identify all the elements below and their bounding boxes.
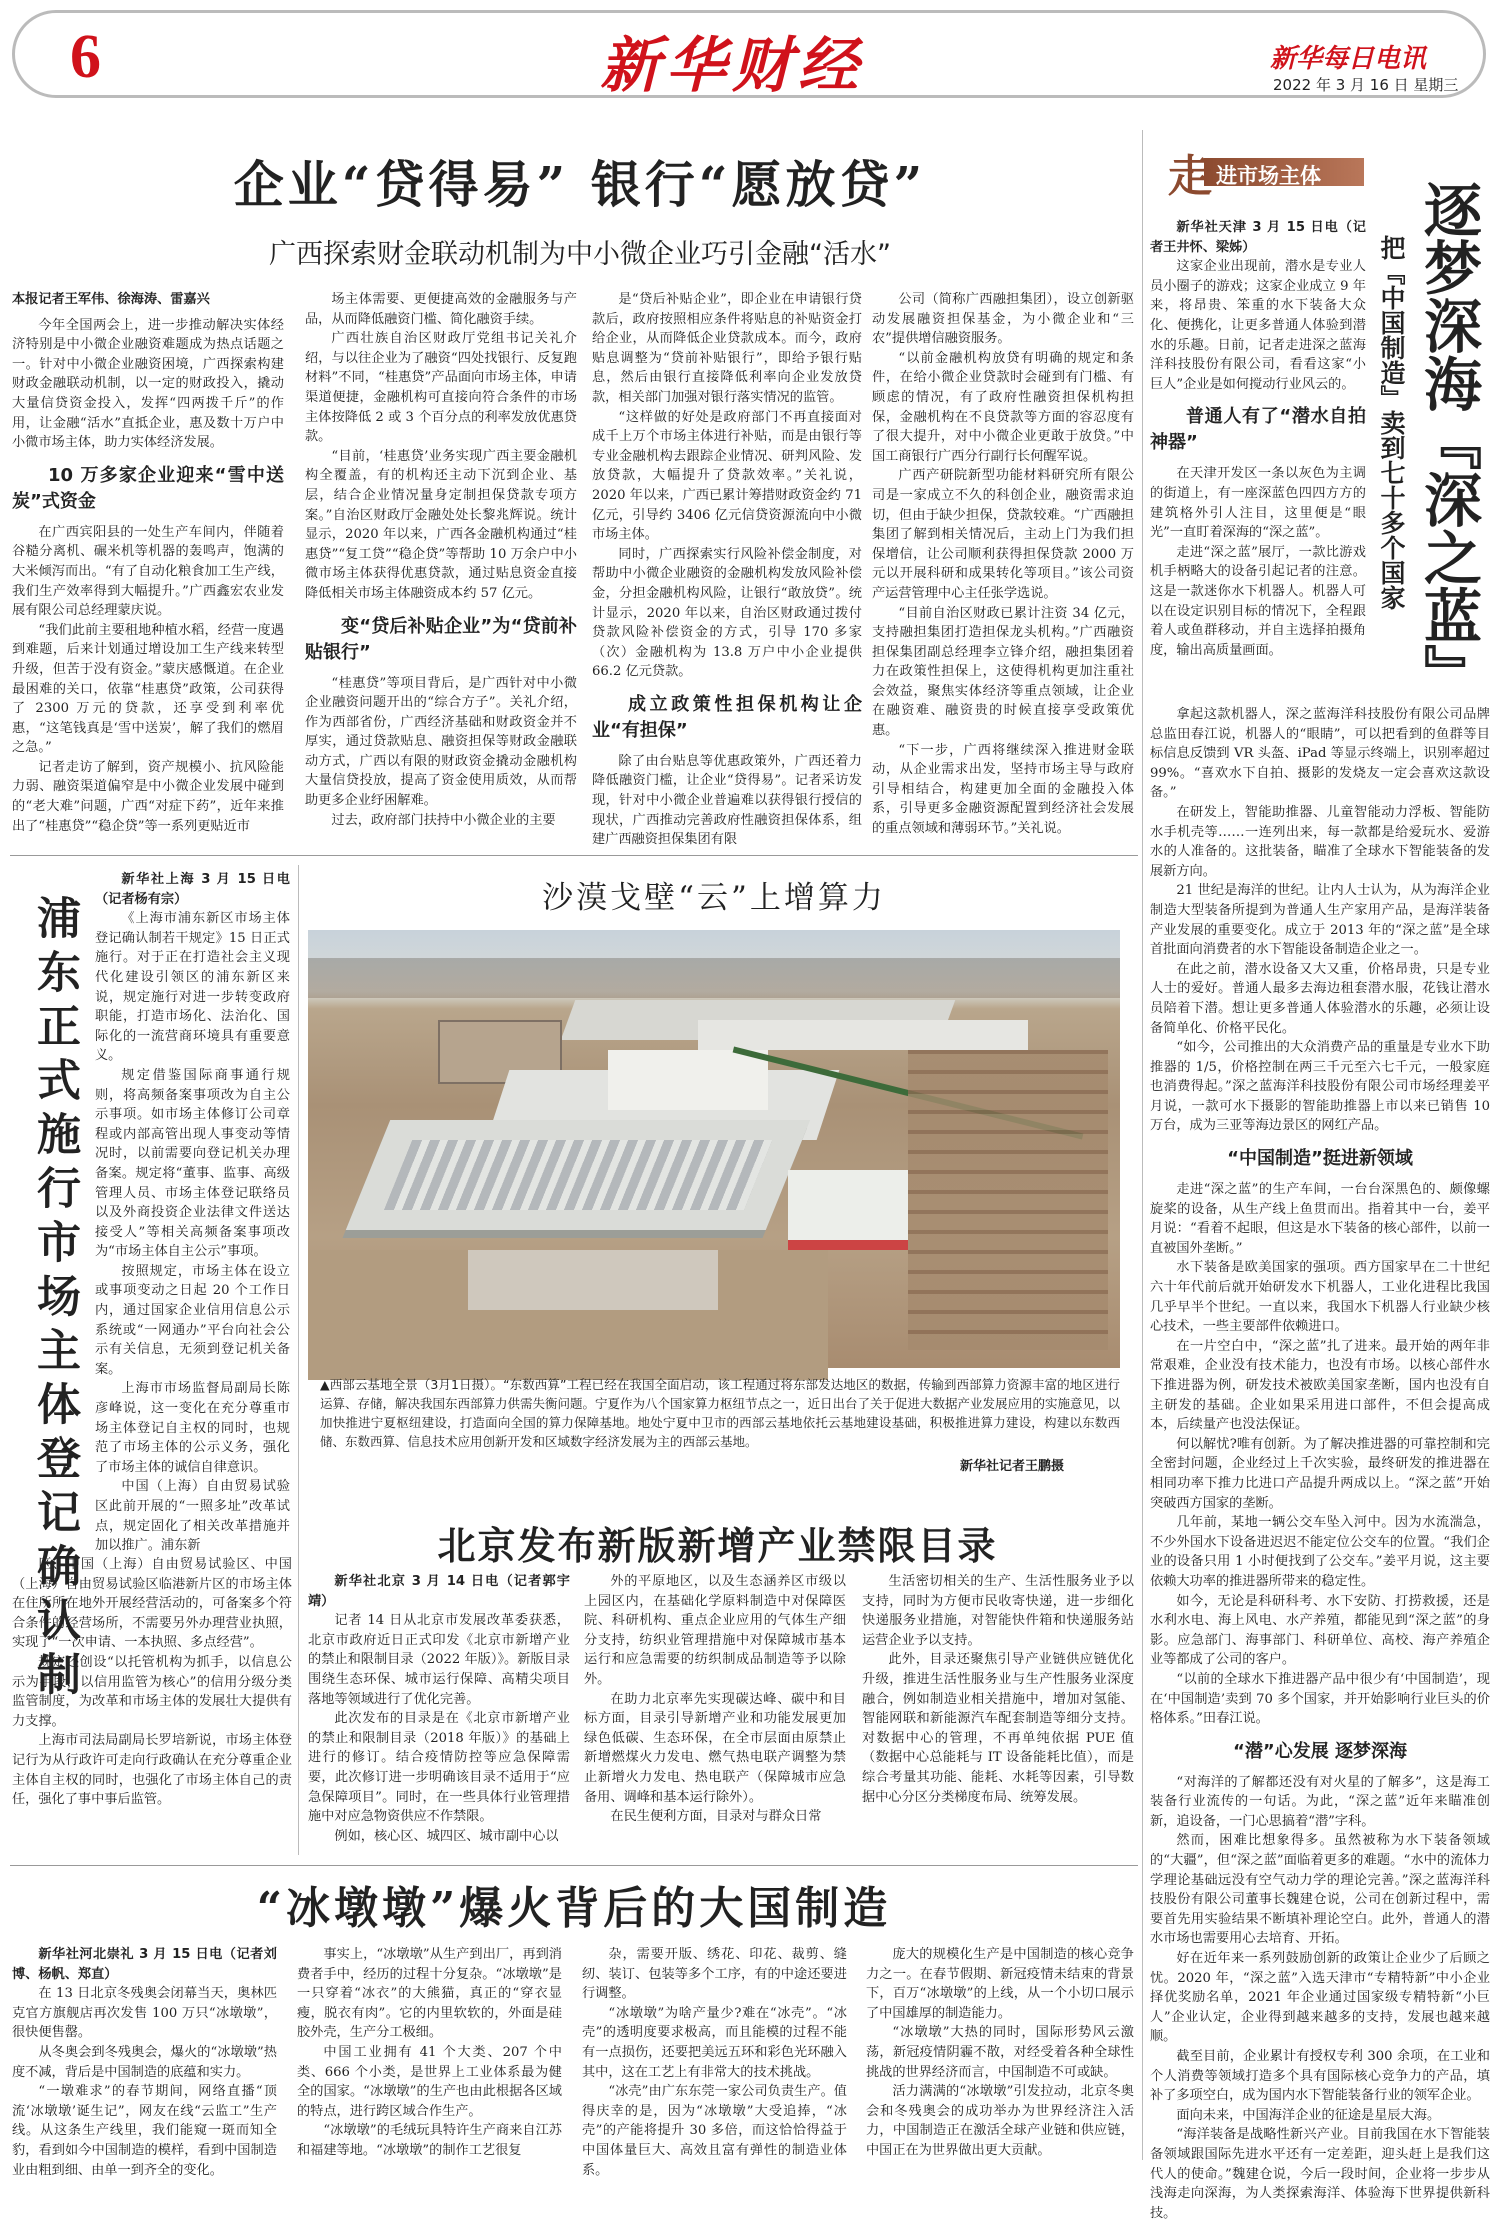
lead-subheadline: 广西探索财金联动机制为中小微企业巧引金融“活水” [269,239,891,270]
paragraph: 在广西宾阳县的一处生产车间内，伴随着谷糙分离机、碾米机等机器的轰鸣声，饱满的大米倾泻而出。“有了自动化粮食加工生产线，我们生产效率得到大幅提升。”广西鑫宏农业发展有限公司总经理蒙庆说。 [12,524,284,619]
photo-headline: 沙漠戈壁“云”上增算力 [542,880,886,916]
paragraph: “海洋装备是战略性新兴产业。目前我国在水下智能装备领域跟国际先进水平还有一定差距，迎头赶上是我们这代人的使命。”魏建仓说，今后一段时间，企业将一步步从浅海走向深海，为人类探索海洋、体验海下世界提供新科技。 [1150,2127,1490,2221]
lead-column-2 [305,290,577,845]
paragraph: 区、中国（上海）自由贸易试验区、中国（上海）自由贸易试验区临港新片区的市场主体在住所所在地外开展经营活动的，可备案多个符合条件的经营场所，不需要另外办理营业执照，实现了“一次申请、一本执照、多点经营”。 [12,1557,292,1651]
paragraph: “这样做的好处是政府部门不再直接面对成千上万个市场主体进行补贴，而是由银行等专业金融机构去跟踪企业情况、研判风险、发放贷款，大幅提升了贷款效率。”关礼说，2020 年以来，广西已累计筹措财政资金约 71 亿元，引导约 3406 亿元信贷资源流向中小微市场主体。 [592,409,862,543]
paragraph: “冰壳”由广东东莞一家公司负责生产。值得庆幸的是，因为“冰墩墩”大受追捧，“冰壳”的产能将提升 30 多倍，而这恰恰得益于中国体量巨大、高效且富有弹性的制造业体系。 [582,2084,847,2178]
page-number: 6 [70,23,101,91]
dateline: 新华社上海 3 月 15 日电（记者杨有宗） [95,872,290,907]
bdd-column-4 [866,1945,1134,2160]
paragraph: “桂惠贷”等项目背后，是广西针对中小微企业融资问题开出的“综合方子”。关礼介绍，作为西部省份，广西经济基础和财政资金并不厚实，通过贷款贴息、融资担保等财政金融联动方式，广西以有限的财政资金撬动金融机构大量信贷投放，提高了资金使用质效，从而帮助更多企业纾困解难。 [305,675,577,809]
bdd-headline: “冰墩墩”爆火背后的大国制造 [256,1883,892,1934]
feature-headline: 逐梦深海『深之蓝』 [1414,180,1482,702]
paragraph: 按照规定，市场主体在设立或事项变动之日起 20 个工作日内，通过国家企业信用信息公示系统或“一网通办”平台向社会公示有关信息，无须到登记机关备案。 [95,1263,290,1377]
section-tag-mark: 走 [1168,151,1212,202]
subheading: 成立政策性担保机构让企业“有担保” [592,693,862,741]
paragraph: 在民生便利方面，目录对与群众日常 [610,1809,822,1825]
paragraph: “我们此前主要租地种植水稻，经营一度遇到难题，后来计划通过增设加工生产线来转型升级，但苦于没有资金。”蒙庆感慨道。在企业最困难的关口，依靠“桂惠贷”政策，公司获得了 2300 万元的贷款，还享受到利率优惠，“这笔钱真是‘雪中送炭’，解了我们的燃眉之急。” [12,622,284,756]
paragraph: 事实上，“冰墩墩”从生产到出厂，再到消费者手中，经历的过程十分复杂。“冰墩墩”是一只穿着“冰衣”的大熊猫，真正的“穿衣显瘦，脱衣有肉”。它的内里软软的，外面是硅胶外壳，生产分工极细。 [297,1947,562,2041]
paragraph: 从冬奥会到冬残奥会，爆火的“冰墩墩”热度不减，背后是中国制造的底蕴和实力。 [12,2044,277,2080]
feature-subheadline: 把『中国制造』卖到七十多个国家 [1377,235,1406,610]
subheading: 变“贷后补贴企业”为“贷前补贴银行” [305,615,577,663]
paragraph: 杂，需要开版、绣花、印花、裁剪、缝纫、装订、包装等多个工序，有的中途还要进行调整。 [582,1947,847,2002]
paragraph: 记者 14 日从北京市发展改革委获悉，北京市政府近日正式印发《北京市新增产业的禁止和限制目录（2022 年版）》。新版目录围绕生态环保、城市运行保障、高精尖项目落地等领域进行了优化完善。 [308,1613,570,1707]
paragraph: 然而，困难比想象得多。虽然被称为水下装备领域的“大疆”，但“深之蓝”面临着更多的难题。“水中的流体力学理论基础远没有空气动力学的理论完善。”深之蓝海洋科技股份有限公司董事长魏建仓说，公司在创新过程中，需要首先用实验结果不断填补理论空白。此外，普通人的潜水市场也需要用心去培育、开拓。 [1150,1833,1490,1947]
issue-date: 2022 年 3 月 16 日 星期三 [1273,76,1459,94]
paragraph: 此外，目录还聚焦引导产业链供应链优化升级，推进生活性服务业与生产性服务业深度融合，例如制造业相关措施中，增加对氢能、智能网联和新能源汽车配套制造等细分支持。对数据中心的管理，不再单纯依据 PUE 值（数据中心总能耗与 IT 设备能耗比值），而是综合考量其功能、能耗、水耗等因素，引导数据中心分区分类梯度布局、统筹发展。 [862,1652,1134,1805]
paragraph: “下一步，广西将继续深入推进财金联动，从企业需求出发，坚持市场主导与政府引导相结合，构建更加全面的金融投入体系，引导更多金融资源配置到经济社会发展的重点领域和薄弱环节。”关礼说。 [872,742,1134,837]
pudong-column-bottom [12,1555,292,1855]
paragraph: 生活密切相关的生产、生活性服务业予以支持，同时为方便市民收寄快递，进一步细化快递服务业措施，对智能快件箱和快递服务站运营企业予以支持。 [862,1574,1134,1648]
paragraph: 拿起这款机器人，深之蓝海洋科技股份有限公司品牌总监田春江说，机器人的“眼睛”，可以把看到的鱼群等目标信息反馈到 VR 头盔、iPad 等显示终端上，识别率超过 99%。“喜欢水下自拍、摄影的发烧友一定会喜欢这款设备。” [1150,707,1490,801]
paragraph: 21 世纪是海洋的世纪。让内人士认为，从为海洋企业制造大型装备所提到为普通人生产家用产品，是海洋装备产业发展的重要变化。成立于 2013 年的“深之蓝”是全球首批面向消费者的水下智能设备制造企业之一。 [1150,883,1490,958]
feature-column-top [1150,218,1366,703]
column-divider [298,865,299,1855]
bdd-column-1 [12,1945,277,2178]
beijing-column-1 [308,1572,570,1857]
paragraph: 在天津开发区一条以灰色为主调的街道上，有一座深蓝色四四方方的建筑格外引人注目，这里便是“眼光”一直盯着深海的“深之蓝”。 [1150,466,1366,541]
paragraph: 走进“深之蓝”展厅，一款比游戏机手柄略大的设备引起记者的注意。这是一款迷你水下机器人。机器人可以在设定识别目标的情况下，全程跟着人或鱼群移动，并自主选择拍摄角度，输出高质量画面。 [1150,544,1366,658]
feature-column-main [1150,705,1490,2221]
paragraph: 在助力北京率先实现碳达峰、碳中和目标方面，目录引导新增产业和功能发展更加绿色低碳、生态环保，在全市层面由原禁止新增燃煤火力发电、燃气热电联产调整为禁止新增火力发电、热电联产（保障城市应急备用、调峰和基本运行除外）。 [584,1691,846,1805]
paper-logo: 新华每日电讯 [1270,44,1427,74]
paragraph: 外的平原地区，以及生态涵养区市级以上园区内，在基础化学原料制造中对保障医院、科研机构、重点企业应用的气体生产细分支持，纺织业管理措施中对保障城市基本运行和应急需要的纺织制成品制造等予以除外。 [584,1574,846,1687]
subheading: 10 万多家企业迎来“雪中送炭”式资金 [12,464,284,512]
data-center-photo [308,930,1120,1368]
paragraph: 中国工业拥有 41 个大类、207 个中类、666 个小类，是世界上工业体系最为健全的国家。“冰墩墩”的生产也由此根据各区域的特点，进行跨区域合作生产。 [297,2044,562,2119]
paragraph: 截至目前，企业累计有授权专利 300 余项，在工业和个人消费等领域打造多个具有国际核心竞争力的产品，填补了多项空白，成为国内水下智能装备行业的领军企业。 [1150,2049,1490,2104]
paragraph: 广西壮族自治区财政厅党组书记关礼介绍，与以往企业为了融资“四处找银行、反复跑材料”不同，“桂惠贷”产品面向市场主体，申请渠道便捷，金融机构可直接向符合条件的市场主体按降低 2 或 3 个百分点的利率发放优惠贷款。 [305,331,577,445]
paragraph: 面向未来，中国海洋企业的征途是星辰大海。 [1176,2107,1441,2123]
paragraph: 此次发布的目录是在《北京市新增产业的禁止和限制目录（2018 年版）》的基础上进行的修订。结合疫情防控等应急保障需要，此次修订进一步明确该目录不适用于“应急保障项目”。同时，在一些具体行业管理措施中对应急物资供应不作禁限。 [308,1711,570,1825]
paragraph: 公司（简称广西融担集团），设立创新驱动发展融资担保基金，为小微企业和“三农”提供增信融资服务。 [872,292,1134,347]
section-logo: 新华财经 [600,31,864,101]
paragraph: 除了由台贴息等优惠政策外，广西还着力降低融资门槛，让企业“贷得易”。记者采访发现，针对中小微企业普遍难以获得银行授信的现状，广西推动完善政府性融资担保体系，组建广西融资担保集团有限 [592,753,862,848]
paragraph: 广西产研院新型功能材料研究所有限公司是一家成立不久的科创企业，融资需求迫切，但由于缺少担保，贷款较难。“广西融担集团了解到相关情况后，主动上门为我们担保增信，让公司顺利获得担保贷款 2000 万元以开展科研和成果转化等项目。”该公司资产运营管理中心主任张学选说。 [872,468,1134,601]
paragraph: “目前自治区财政已累计注资 34 亿元，支持融担集团打造担保龙头机构。”广西融资担保集团副总经理李立锋介绍，融担集团着力在政策性担保上，这使得机构更加注重社会效益，聚焦实体经济等重点领域，让企业在融资难、融资贵的时候直接享受政策优惠。 [872,605,1134,739]
paragraph: 在此之前，潜水设备又大又重，价格昂贵，只是专业人士的爱好。普通人最多去海边租套潜水服，花钱让潜水员陪着下潜。想让更多普通人体验潜水的乐趣，必须让设备简单化、价格平民化。 [1150,961,1490,1036]
paragraph: 记者走访了解到，资产规模小、抗风险能力弱、融资渠道偏窄是中小微企业发展中碰到的“老大难”问题，广西“对症下药”，近年来推出了“桂惠贷”“稳企贷”等一系列更贴近市 [12,759,284,834]
paragraph: 这家企业出现前，潜水是专业人员小圈子的游戏；这家企业成立 9 年来，将昂贵、笨重的水下装备大众化、便携化，让更多普通人体验到潜水的乐趣。日前，记者走进深之蓝海洋科技股份有限公司，看看这家“小巨人”企业是如何搅动行业风云的。 [1150,259,1366,392]
paragraph: 今年全国两会上，进一步推动解决实体经济特别是中小微企业融资难题成为热点话题之一。针对中小微企业融资困境，广西探索构建财政金融联动机制，以一定的财政投入，撬动大量信贷资金投入，发挥“四两拨千斤”的作用，让金融“活水”直抵企业，惠及数十万户中小微市场主体，助力实体经济发展。 [12,317,284,451]
bdd-column-2 [297,1945,562,2160]
paragraph: “冰墩墩”的毛绒玩具特许生产商来自江苏和福建等地。“冰墩墩”的制作工艺很复 [297,2123,562,2158]
paragraph: 同时，广西探索实行风险补偿金制度，对帮助中小微企业融资的金融机构发放风险补偿金，分担金融机构风险，让银行“敢放贷”。统计显示，2020 年以来，自治区财政通过拨付贷款风险补偿资金的方式，引导 170 多家（次）金融机构为 13.8 万户中小企业提供 66.2 亿元贷款。 [592,546,862,680]
paragraph: 几年前，某地一辆公交车坠入河中。因为水流湍急，不少外国水下设备进迟迟不能定位公交车的位置。“我们企业的设备只用 1 小时便找到了公交车。”姜平月说，这主要依赖大功率的推进器所带来的稳定性。 [1150,1515,1490,1589]
dateline: 新华社天津 3 月 15 日电（记者王井怀、梁姊） [1150,220,1366,255]
paragraph: “目前，‘桂惠贷’业务实现广西主要金融机构全覆盖，有的机构还主动下沉到企业、基层，结合企业情况量身定制担保贷款专项方案。”自治区财政厅金融处处长黎兆辉说。统计显示，2020 年以来，广西各金融机构通过“桂惠贷”“复工贷”“稳企贷”等帮助 10 万余户中小微市场主体获得优惠贷款，通过贴息资金直接降低相关市场主体融资成本约 57 亿元。 [305,448,577,601]
paragraph: 如今，无论是科研科考、水下安防、打捞救援，还是水利水电、海上风电、水产养殖，都能见到“深之蓝”的身影。应急部门、海事部门、科研单位、高校、海产养殖企业等都成了公司的客户。 [1150,1593,1490,1668]
lead-column-4 [872,290,1134,845]
byline: 本报记者王军伟、徐海涛、雷嘉兴 [12,292,210,307]
paragraph: 在 13 日北京冬残奥会闭幕当天，奥林匹克官方旗舰店再次发售 100 万只“冰墩墩”，很快便售罄。 [12,1986,277,2041]
paragraph: 上海市市场监督局副局长陈彦峰说，这一变化在充分尊重市场主体登记自主权的同时，也规范了市场主体的公示义务，强化了市场主体的诚信自律意识。 [95,1381,290,1475]
paragraph: 例如，核心区、城四区、城市副中心以 [334,1828,559,1844]
paragraph: 场主体需要、更便捷高效的金融服务与产品，从而降低融资门槛、简化融资手续。 [305,292,577,327]
paragraph: 何以解忧?唯有创新。为了解决推进器的可靠控制和完全密封问题，企业经过上千次实验，最终研发的推进器在相同功率下推力比进口产品提升两成以上。“深之蓝”开始突破西方国家的垄断。 [1150,1436,1490,1511]
photo-credit: 新华社记者王鹏摄 [960,1459,1065,1474]
paragraph: 水下装备是欧美国家的强项。西方国家早在二十世纪六十年代前后就开始研发水下机器人，工业化进程比我国几乎早半个世纪。一直以来，我国水下机器人行业缺少核心技术，一些主要部件依赖进口。 [1150,1260,1490,1335]
paragraph: 规定还创设“以托管机构为抓手，以信息公示为手段，以信用监管为核心”的信用分级分类监管制度，为改革和市场主体的发展壮大提供有力支撑。 [12,1654,292,1729]
paragraph: “冰墩墩”为啥产量少?难在“冰壳”。“冰壳”的透明度要求极高，而且能模的过程不能有一点损伤，还要把美远五环和彩色光环融入其中，这在工艺上有非常大的技术挑战。 [582,2005,847,2080]
paragraph: “以前的全球水下推进器产品中很少有‘中国制造’，现在‘中国制造’卖到 70 多个国家，并开始影响行业巨头的价格体系。”田春江说。 [1150,1671,1490,1727]
section-tag-label: 进市场主体 [1216,164,1321,188]
beijing-column-2 [584,1572,846,1857]
divider [10,855,1138,856]
subheading: 普通人有了“潜水自拍神器” [1150,406,1366,454]
paragraph: 走进“深之蓝”的生产车间，一台台深黑色的、颇像螺旋桨的设备，从生产线上鱼贯而出。指着其中一台，姜平月说：“看着不起眼，但这是水下装备的核心部件，以前一直被国外垄断。” [1150,1182,1490,1256]
beijing-column-3 [862,1572,1134,1857]
paragraph: 中国（上海）自由贸易试验区此前开展的“一照多址”改革试点，规定固化了相关改革措施并加以推广。浦东新 [95,1479,290,1554]
paragraph: 活力满满的“冰墩墩”引发拉动，北京冬奥会和冬残奥会的成功举办为世界经济注入活力，中国制造正在激活全球产业链和供应链，中国正在为世界做出更大贡献。 [866,2084,1134,2158]
paragraph: 上海市司法局副局长罗培新说，市场主体登记行为从行政许可走向行政确认在充分尊重企业主体自主权的同时，也强化了市场主体自己的责任，强化了事中事后监管。 [12,1733,292,1808]
paragraph: “对海洋的了解都还没有对火星的了解多”，这是海工装备行业流传的一句话。为此，“深之蓝”近年来瞄准创新，追设备，一门心思搞着“潜”字科。 [1150,1774,1490,1829]
paragraph: 是“贷后补贴企业”，即企业在申请银行贷款后，政府按照相应条件将贴息的补贴资金打给企业，从而降低企业贷款成本。而今，政府贴息调整为“贷前补贴银行”，即给予银行贴息，然后由银行直接降低利率向企业发放贷款，相关部门加强对银行落实情况的监管。 [592,292,862,405]
column-divider [1142,130,1143,2160]
paragraph: 好在近年来一系列鼓励创新的政策让企业少了后顾之忧。2020 年，“深之蓝”入选天津市“专精特新”中小企业择优奖励名单，2021 年企业通过国家级专精特新“小巨人”企业认定，企业得到越来越多的支持，发展也越来越顺。 [1150,1951,1490,2045]
bdd-column-3 [582,1945,847,2178]
paragraph: “冰墩墩”大热的同时，国际形势风云激荡，新冠疫情阴霾不散，对经受着各种全球性挑战的世界经济而言，中国制造不可或缺。 [866,2025,1134,2080]
subheading: “潜”心发展 逐梦深海 [1233,1740,1407,1762]
beijing-headline: 北京发布新版新增产业禁限目录 [437,1523,998,1568]
paragraph: 在研发上，智能助推器、儿童智能动力浮板、智能防水手机壳等……一连列出来，每一款都是给爱玩水、爱游水的人准备的。这批装备，瞄准了全球水下智能装备的发展新方向。 [1150,804,1490,879]
paragraph: 过去，政府部门扶持中小微企业的主要 [331,812,556,828]
pudong-column-side [95,870,290,1554]
paragraph: 规定借鉴国际商事通行规则，将高频备案事项改为自主公示事项。如市场主体修订公司章程或内部高管出现人事变动等情况时，以前需要向登记机关办理备案。规定将“董事、监事、高级管理人员、市场主体登记联络员以及外商投资企业法律文件送达接受人”等相关高频备案事项改为“市场主体自主公示”事项。 [95,1067,290,1260]
dateline: 新华社北京 3 月 14 日电（记者郭宇靖） [308,1574,570,1609]
section-tag [1168,146,1366,202]
paragraph: “一墩难求”的春节期间，网络直播“顶流‘冰墩墩’诞生记”，网友在线“云监工”生产线。从这条生产线里，我们能窥一斑而知全豹，看到如今中国制造的模样，看到中国制造业由粗到细、由单一到齐全的变化。 [12,2084,277,2178]
divider [10,1865,1138,1866]
paragraph: “以前金融机构放贷有明确的规定和条件，在给小微企业贷款时会碰到有门槛、有顾虑的情况，有了政府性融资担保机构担保，金融机构在不良贷款等方面的容忍度有了很大提升，对中小微企业更敢于放贷。”中国工商银行广西分行副行长何醒军说。 [872,350,1134,464]
paragraph: 庞大的规模化生产是中国制造的核心竞争力之一。在春节假期、新冠疫情未结束的背景下，百万“冰墩墩”的上线，从一个小切口展示了中国雄厚的制造能力。 [866,1947,1134,2021]
lead-headline: 企业“贷得易” 银行“愿放贷” [233,155,927,214]
paragraph: 在一片空白中，“深之蓝”扎了进来。最开始的两年非常艰难，企业没有技术能力，也没有市场。以核心部件水下推进器为例，研发技术被欧美国家垄断，国内也没有自主研发的基础。企业如果采用进口部件，不但会提高成本，后续量产也没法保证。 [1150,1338,1490,1433]
subheading: “中国制造”挺进新领域 [1227,1148,1413,1170]
dateline: 新华社河北崇礼 3 月 15 日电（记者刘博、杨帆、郑直） [12,1947,277,1982]
photo-caption: ▲西部云基地全景（3月1日摄）。“东数西算”工程已经在我国全面启动，该工程通过将东部发达地区的数据，传输到西部算力资源丰富的地区进行运算、存储，解决我国东西部算力供需失衡问题。宁夏作为八个国家算力枢纽节点之一，近日出台了关于促进大数据产业发展应用的实施意见，以加快推进宁夏枢纽建设，打造面向全国的算力保障基地。地处宁夏中卫市的西部云基地依托云基地建设基础，积极推进算力建设，构建以东数西储、东数西算、信息技术应用创新开发和区域数字经济发展为主的西部云基地。 [320,1377,1121,1449]
paragraph: “如今，公司推出的大众消费产品的重量是专业水下助推器的 1/5，价格控制在两三千元至六七千元，一般家庭也消费得起。”深之蓝海洋科技股份有限公司市场经理姜平月说，一款可水下摄影的智能助推器上市以来已销售 10 万台，成为三亚等海边景区的网红产品。 [1150,1040,1490,1134]
lead-column-1 [12,290,284,845]
lead-column-3 [592,290,862,848]
pudong-headline: 浦东正式施行市场主体登记确认制 [29,895,80,1705]
paragraph: 《上海市浦东新区市场主体登记确认制若干规定》15 日正式施行。对于正在打造社会主义现代化建设引领区的浦东新区来说，规定施行对进一步转变政府职能，打造市场化、法治化、国际化的一流营商环境具有重要意义。 [95,911,290,1064]
